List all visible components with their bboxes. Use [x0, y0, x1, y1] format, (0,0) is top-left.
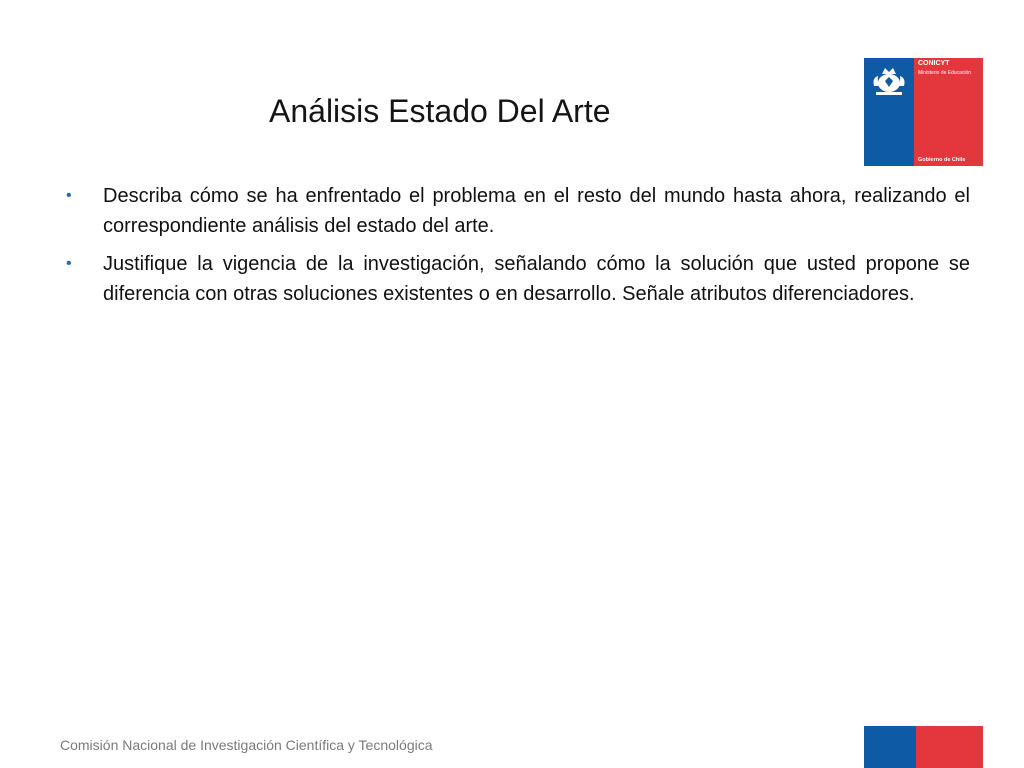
bullet-text: Describa cómo se ha enfrentado el problema en el resto del mundo hasta ahora, realizando el correspondiente análisis del estado del arte.: [103, 185, 970, 237]
bullet-text: Justifique la vigencia de la investigación, señalando cómo la solución que usted propone se diferencia con otras soluciones existentes o en desarrollo. Señale atributos diferenciadores.: [103, 253, 970, 305]
logo-red-panel: [914, 58, 983, 166]
bullet-item: [64, 249, 970, 309]
logo-name: CONICYT: [918, 60, 950, 67]
logo-government: Gobierno de Chile: [918, 157, 966, 163]
bullet-marker: •: [66, 255, 72, 272]
bullet-item: [64, 181, 970, 241]
slide-title: Análisis Estado Del Arte: [269, 93, 611, 129]
conicyt-logo: [864, 58, 983, 166]
coat-of-arms-icon: [868, 62, 910, 98]
footer-flag-blue: [864, 726, 916, 768]
footer-flag-red: [916, 726, 983, 768]
footer-organization: Comisión Nacional de Investigación Científica y Tecnológica: [60, 737, 433, 753]
bullet-marker: •: [66, 187, 72, 204]
logo-ministry: Ministerio de Educación: [918, 70, 972, 76]
logo-blue-panel: [864, 58, 914, 166]
bullet-list: [64, 181, 970, 317]
footer-flag-bar: [864, 726, 983, 768]
